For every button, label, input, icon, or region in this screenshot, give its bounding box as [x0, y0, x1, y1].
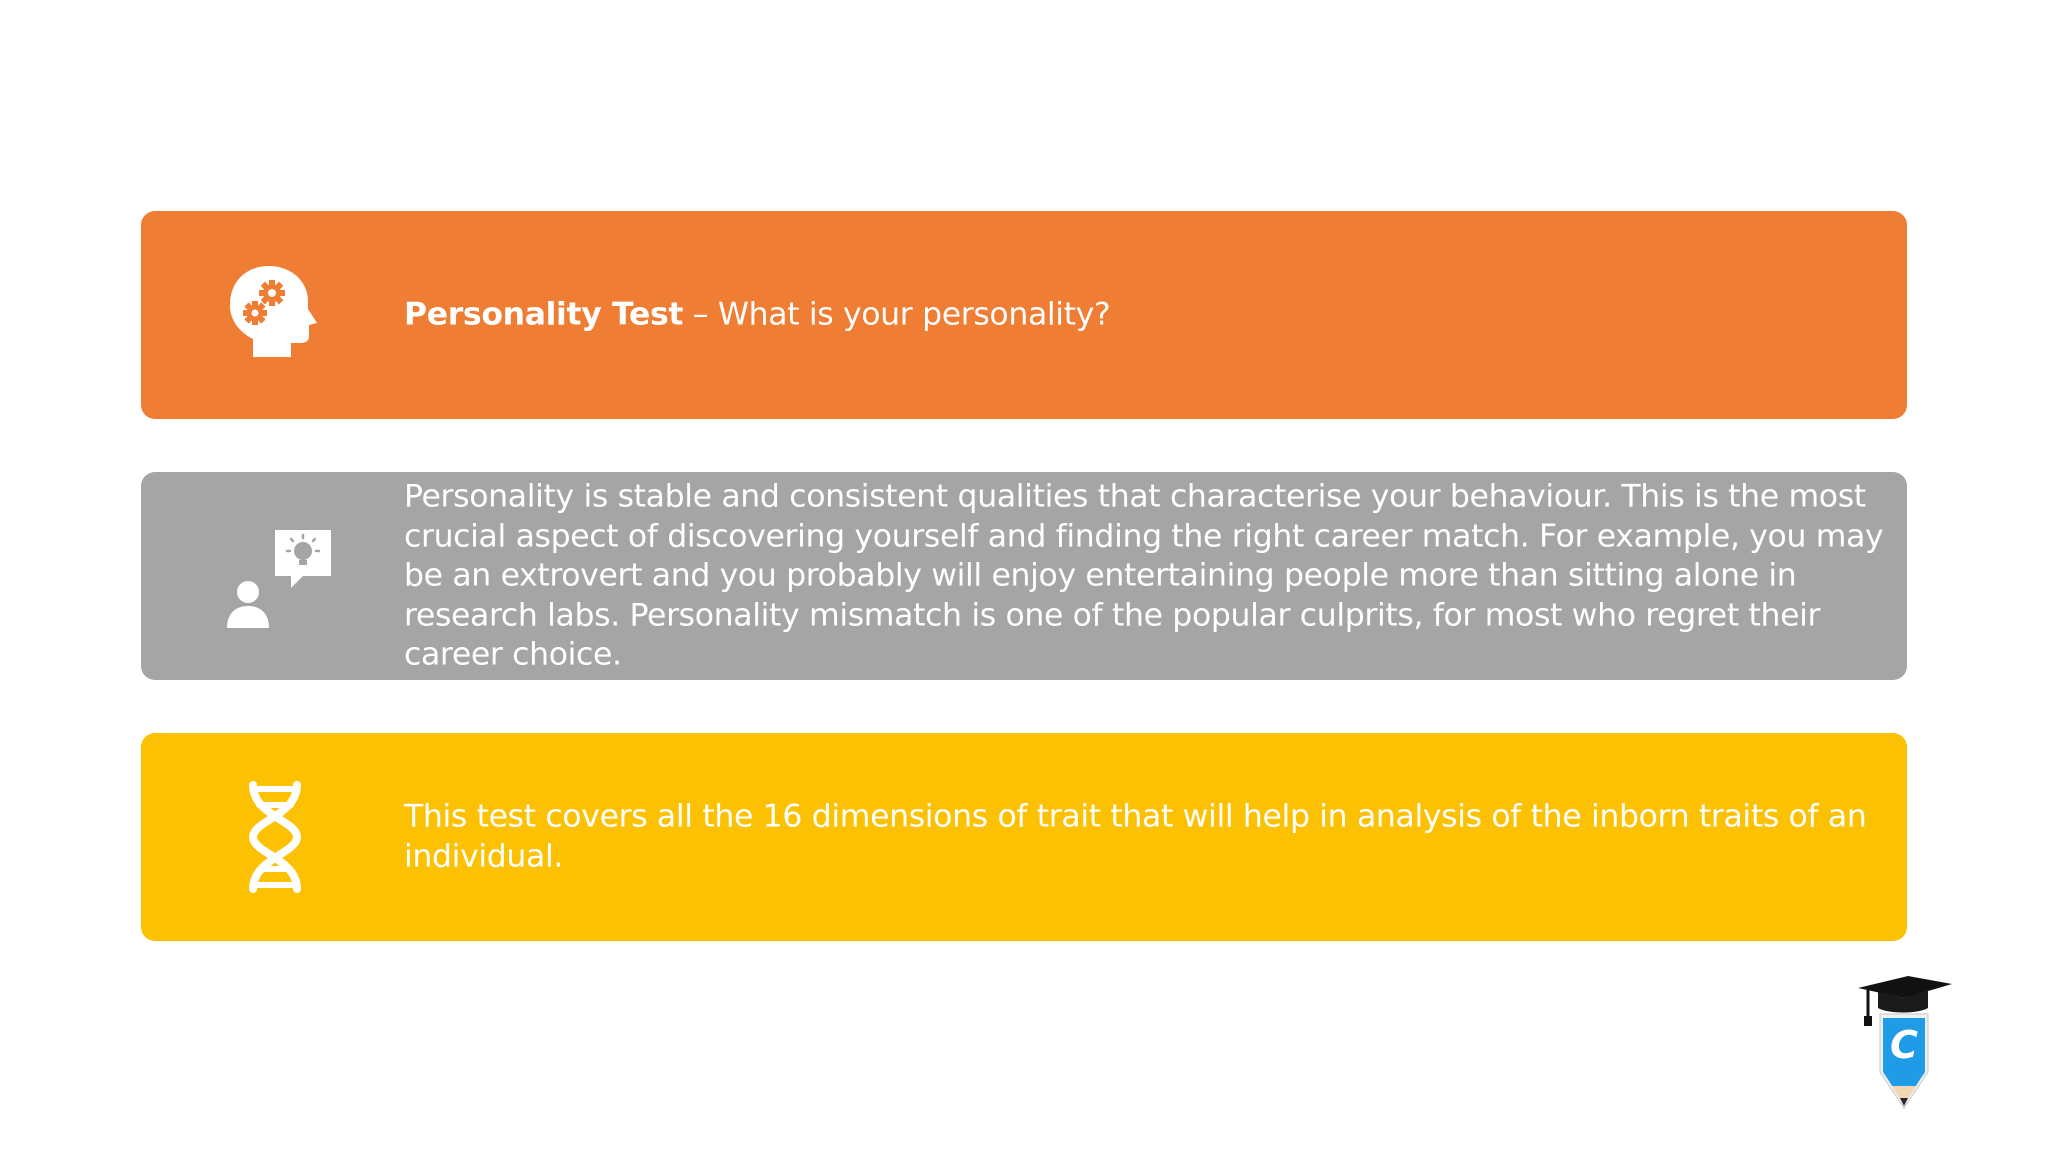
card-subtitle: – What is your personality?: [683, 296, 1111, 333]
personality-description-card: [141, 472, 1907, 680]
dna-icon: [213, 775, 337, 899]
person-idea-bubble-icon: [213, 514, 337, 638]
test-dimensions-card: [141, 733, 1907, 941]
card-title-bold: Personality Test: [404, 296, 684, 333]
card-text: This test covers all the 16 dimensions of trait that will help in analysis of the inborn traits of an individual.: [404, 798, 1867, 874]
graduation-cap-pencil-logo: [1852, 974, 1956, 1114]
head-gears-icon: [213, 253, 337, 377]
logo-letter: C: [1890, 1023, 1918, 1067]
card-text: [404, 295, 1893, 335]
personality-test-card: [141, 211, 1907, 419]
card-text: Personality is stable and consistent qualities that characterise your behaviour. This is the most crucial aspect of discovering yourself and finding the right career match. For example, you may be an extrovert and you probably will enjoy entertaining people more than sitting alone in research labs. Personality mismatch is one of the popular culprits, for most who regret their career choice.: [404, 478, 1884, 673]
